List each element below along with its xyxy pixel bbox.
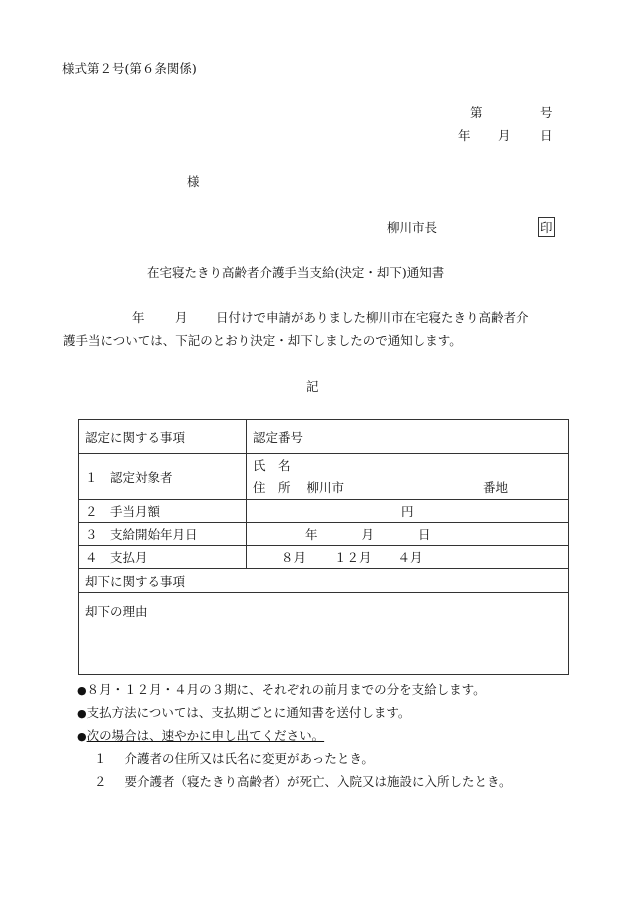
note-1 bbox=[77, 680, 486, 698]
table-row bbox=[79, 546, 569, 569]
body-month: 月 bbox=[175, 310, 188, 325]
sub-item-2 bbox=[94, 772, 512, 790]
table-row bbox=[79, 454, 569, 500]
table-cell bbox=[247, 454, 569, 500]
table-row bbox=[79, 569, 569, 593]
name-label: 氏 名 bbox=[253, 457, 291, 473]
note-1-text: ８月・１２月・４月の３期に、それぞれの前月までの分を支給します。 bbox=[86, 682, 486, 697]
table-cell: 認定番号 bbox=[247, 420, 569, 454]
note-3-text: 次の場合は、速やかに申し出てください。 bbox=[86, 728, 325, 743]
table-cell: ３ 支給開始年月日 bbox=[79, 523, 247, 546]
bullet-icon: ● bbox=[77, 730, 87, 743]
ki-heading: 記 bbox=[306, 379, 319, 394]
address-line bbox=[253, 477, 562, 499]
table-cell bbox=[247, 523, 569, 546]
table-cell bbox=[247, 546, 569, 569]
document-title: 在宅寝たきり高齢者介護手当支給(決定・却下)通知書 bbox=[147, 265, 445, 280]
bullet-icon: ● bbox=[77, 684, 87, 697]
table-cell bbox=[247, 500, 569, 523]
note-2-text: 支払方法については、支払期ごとに通知書を送付します。 bbox=[86, 705, 411, 720]
table-row bbox=[79, 500, 569, 523]
sub-item-1-number: １ bbox=[94, 751, 107, 766]
address-city: 柳川市 bbox=[306, 479, 345, 495]
addressee-suffix: 様 bbox=[187, 174, 200, 189]
address-banchi: 番地 bbox=[483, 479, 509, 495]
sub-item-1 bbox=[94, 749, 374, 767]
sub-item-1-text: 介護者の住所又は氏名に変更があったとき。 bbox=[124, 751, 374, 766]
payment-month-3: ４月 bbox=[397, 550, 423, 565]
start-year: 年 bbox=[305, 527, 318, 542]
table-cell: 却下に関する事項 bbox=[79, 569, 569, 593]
address-label: 住 所 bbox=[253, 479, 291, 495]
start-month: 月 bbox=[361, 527, 375, 542]
details-table bbox=[78, 419, 569, 675]
table-row bbox=[79, 593, 569, 675]
sub-item-2-number: ２ bbox=[94, 774, 107, 789]
table-cell: ４ 支払月 bbox=[79, 546, 247, 569]
note-3 bbox=[77, 726, 324, 744]
note-2 bbox=[77, 703, 410, 721]
date-day: 日 bbox=[540, 128, 553, 143]
document-number-dai: 第 bbox=[470, 105, 483, 120]
sub-item-2-text: 要介護者（寝たきり高齢者）が死亡、入院又は施設に入所したとき。 bbox=[124, 774, 512, 789]
table-row bbox=[79, 523, 569, 546]
amount-yen: 円 bbox=[401, 504, 414, 519]
table-row bbox=[79, 420, 569, 454]
sender: 柳川市長 bbox=[387, 220, 438, 235]
body-line1: 日付けで申請がありました柳川市在宅寝たきり高齢者介 bbox=[216, 310, 529, 325]
table-cell: １ 認定対象者 bbox=[79, 454, 247, 500]
date-month: 月 bbox=[498, 128, 511, 143]
table-cell: 却下の理由 bbox=[79, 593, 569, 675]
bullet-icon: ● bbox=[77, 707, 87, 720]
form-label: 様式第２号(第６条関係) bbox=[62, 61, 197, 76]
date-year: 年 bbox=[458, 128, 471, 143]
start-day: 日 bbox=[418, 527, 431, 542]
document-number-go: 号 bbox=[540, 105, 553, 120]
table-cell: 認定に関する事項 bbox=[79, 420, 247, 454]
payment-month-2: １２月 bbox=[334, 550, 372, 565]
table-cell: ２ 手当月額 bbox=[79, 500, 247, 523]
seal-mark: 印 bbox=[538, 217, 555, 237]
body-line2: 護手当については、下記のとおり決定・却下しましたので通知します。 bbox=[63, 333, 462, 348]
body-year: 年 bbox=[132, 310, 145, 325]
payment-month-1: ８月 bbox=[281, 550, 307, 565]
